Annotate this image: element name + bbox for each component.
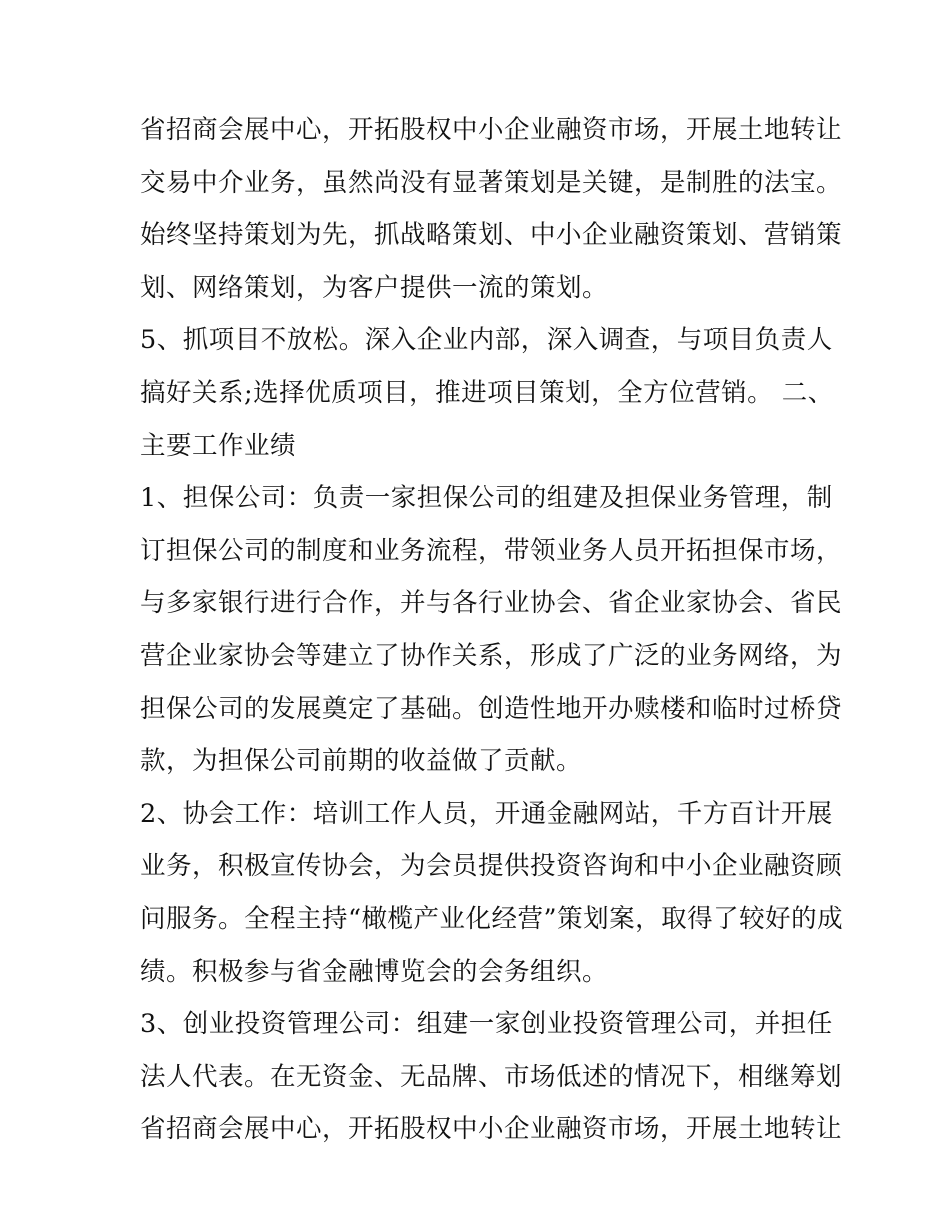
- section-heading: 主要工作业绩: [140, 430, 297, 461]
- text-line: 担保公司的发展奠定了基础。创造性地开办赎楼和临时过桥贷: [140, 693, 843, 724]
- text-line: 交易中介业务，虽然尚没有显著策划是关键，是制胜的法宝。: [140, 167, 843, 198]
- text-line: 2、协会工作：培训工作人员，开通金融网站，千方百计开展: [140, 798, 833, 829]
- text-line: 5、抓项目不放松。深入企业内部，深入调查，与项目负责人: [140, 325, 833, 356]
- text-line: 绩。积极参与省金融博览会的会务组织。: [140, 956, 609, 987]
- text-line: 划、网络策划，为客户提供一流的策划。: [140, 272, 609, 303]
- text-line: 省招商会展中心，开拓股权中小企业融资市场，开展土地转让: [140, 115, 843, 145]
- text-line: 营企业家协会等建立了协作关系，形成了广泛的业务网络，为: [140, 640, 843, 671]
- text-line: 业务，积极宣传协会，为会员提供投资咨询和中小企业融资顾: [140, 851, 843, 882]
- text-line: 与多家银行进行合作，并与各行业协会、省企业家协会、省民: [140, 588, 843, 619]
- text-line: 款，为担保公司前期的收益做了贡献。: [140, 746, 583, 777]
- text-line: 搞好关系;选择优质项目，推进项目策划，全方位营销。 二、: [140, 377, 834, 408]
- text-line: 问服务。全程主持“橄榄产业化经营”策划案，取得了较好的成: [140, 903, 844, 934]
- text-line: 1、担保公司：负责一家担保公司的组建及担保业务管理，制: [140, 483, 833, 514]
- text-line: 法人代表。在无资金、无品牌、市场低述的情况下，相继筹划: [140, 1061, 843, 1092]
- text-line: 省招商会展中心，开拓股权中小企业融资市场，开展土地转让: [140, 1114, 843, 1145]
- document-body: [140, 104, 844, 1156]
- text-line: 始终坚持策划为先，抓战略策划、中小企业融资策划、营销策: [140, 220, 843, 251]
- text-line: 3、创业投资管理公司：组建一家创业投资管理公司，并担任: [140, 1009, 833, 1040]
- text-line: 订担保公司的制度和业务流程，带领业务人员开拓担保市场，: [140, 535, 843, 566]
